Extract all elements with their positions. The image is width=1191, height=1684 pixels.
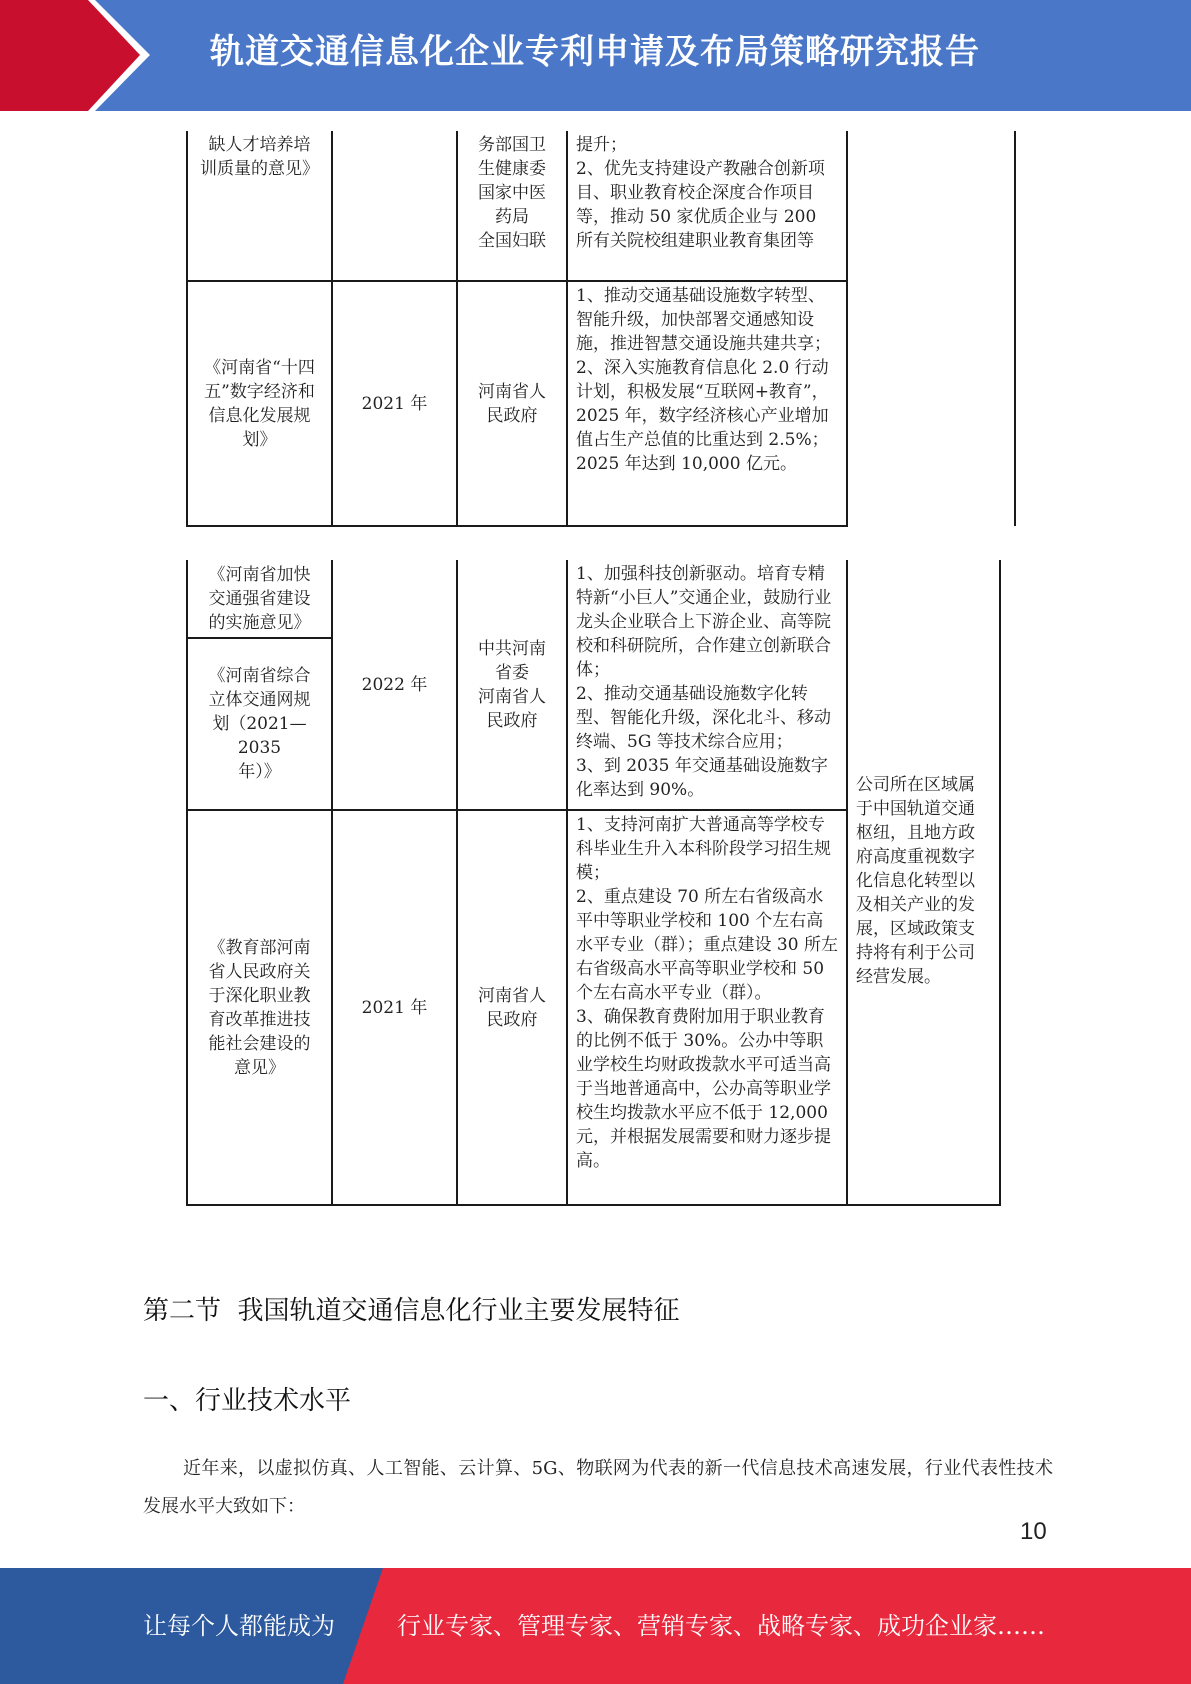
policy-content-cell: 1、加强科技创新驱动。培育专精特新“小巨人”交通企业，鼓励行业龙头企业联合上下游企业、高等院校和科研院所，合作建立创新联合体； 2、推动交通基础设施数字化转型、智能化升级，深化北斗、移动终端、5G 等技术综合应用； 3、到 2035 年交通基础设施数字化率达到 90%。 bbox=[567, 560, 847, 810]
policy-table-part2 bbox=[186, 560, 1001, 1206]
policy-name-cell: 《河南省“十四 五”数字经济和 信息化发展规 划》 bbox=[187, 281, 332, 526]
policy-issuer-cell: 务部国卫 生健康委 国家中医 药局 全国妇联 bbox=[457, 131, 567, 281]
page-footer bbox=[0, 1568, 1191, 1684]
table-row bbox=[187, 560, 1000, 638]
policy-year-cell bbox=[332, 131, 457, 281]
policy-impact-cell bbox=[847, 131, 1015, 526]
policy-content-cell: 提升； 2、优先支持建设产教融合创新项目、职业教育校企深度合作项目等，推动 50 家优质企业与 200 所有关院校组建职业教育集团等 bbox=[567, 131, 847, 281]
table-row bbox=[187, 131, 1015, 281]
page-header bbox=[0, 0, 1191, 111]
body-paragraph: 近年来，以虚拟仿真、人工智能、云计算、5G、物联网为代表的新一代信息技术高速发展，行业代表性技术发展水平大致如下： bbox=[143, 1458, 1053, 1517]
policy-issuer-cell: 河南省人 民政府 bbox=[457, 810, 567, 1205]
policy-impact-cell: 公司所在区域属于中国轨道交通枢纽，且地方政府高度重视数字化信息化转型以及相关产业的发展，区域政策支持将有利于公司经营发展。 bbox=[847, 560, 1000, 1205]
footer-slogan-right: 行业专家、管理专家、营销专家、战略专家、成功企业家…… bbox=[397, 1612, 1045, 1640]
policy-year-cell: 2021 年 bbox=[332, 281, 457, 526]
policy-name-cell: 《教育部河南 省人民政府关 于深化职业教 育改革推进技 能社会建设的 意见》 bbox=[187, 810, 332, 1205]
footer-slogan-left: 让每个人都能成为 bbox=[143, 1612, 335, 1640]
section-heading: 第二节 我国轨道交通信息化行业主要发展特征 bbox=[143, 1296, 680, 1326]
report-title: 轨道交通信息化企业专利申请及布局策略研究报告 bbox=[210, 32, 980, 72]
policy-name-cell: 《河南省加快 交通强省建设 的实施意见》 bbox=[187, 560, 332, 638]
page-number: 10 bbox=[1020, 1518, 1047, 1545]
policy-content-cell: 1、支持河南扩大普通高等学校专科毕业生升入本科阶段学习招生规模； 2、重点建设 70 所左右省级高水平中等职业学校和 100 个左右高水平专业（群）；重点建设 30 所左右省级高水平高等职业学校和 50 个左右高水平专业（群）。 3、确保教育费附加用于职业教育的比例不低于 30%。公办中等职业学校生均财政拨款水平可适当高于当地普通高中，公办高等职业学校生均拨款水平应不低于 12,000 元，并根据发展需要和财力逐步提高。 bbox=[567, 810, 847, 1205]
policy-content-cell: 1、推动交通基础设施数字转型、智能升级，加快部署交通感知设施，推进智慧交通设施共建共享； 2、深入实施教育信息化 2.0 行动计划，积极发展“互联网+教育”，2025 年，数字经济核心产业增加值占生产总值的比重达到 2.5%；2025 年达到 10,000 亿元。 bbox=[567, 281, 847, 526]
policy-table-part1 bbox=[186, 131, 1016, 527]
policy-issuer-cell: 河南省人 民政府 bbox=[457, 281, 567, 526]
sub-heading: 一、行业技术水平 bbox=[143, 1386, 352, 1416]
policy-name-cell: 《河南省综合 立体交通网规 划（2021—2035 年）》 bbox=[187, 638, 332, 810]
policy-year-cell: 2021 年 bbox=[332, 810, 457, 1205]
policy-name-cell: 缺人才培养培 训质量的意见》 bbox=[187, 131, 332, 281]
header-chevron-icon bbox=[0, 0, 150, 111]
policy-year-cell: 2022 年 bbox=[332, 560, 457, 810]
policy-issuer-cell: 中共河南 省委 河南省人 民政府 bbox=[457, 560, 567, 810]
